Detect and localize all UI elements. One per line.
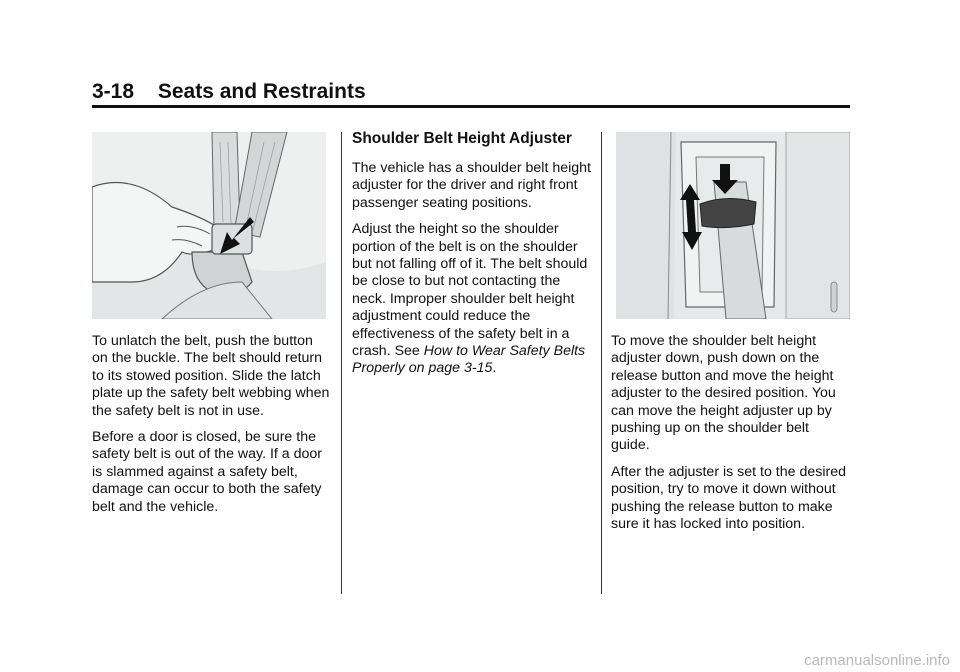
page-header (92, 80, 366, 104)
height-adjuster-illustration (616, 132, 850, 319)
paragraph-adjust-height (352, 221, 592, 378)
column-divider-left (341, 132, 342, 594)
paragraph-unlatch: To unlatch the belt, push the button on the buckle. The belt should return to its stowed position. Slide the latch plate up the safety belt webbing when the safety belt is not in use. (92, 333, 330, 419)
section-title: Seats and Restraints (157, 80, 366, 103)
section-heading: Shoulder Belt Height Adjuster (352, 130, 572, 147)
cross-reference-link[interactable]: How to Wear Safety Belts Properly on page 3-15 (352, 343, 586, 377)
column-divider-right (601, 132, 602, 594)
paragraph-lock-check: After the adjuster is set to the desired position, try to move it down without pushing the release button to make sure it has locked into position. (611, 463, 847, 533)
left-column (92, 333, 332, 525)
paragraph-door-warning: Before a door is closed, be sure the safety belt is out of the way. If a door is slammed against a safety belt, damage can occur to both the safety belt and the vehicle. (92, 429, 323, 515)
paragraph-adjuster-intro: The vehicle has a shoulder belt height adjuster for the driver and right front passenger seating positions. (352, 160, 591, 211)
page-number: 3-18 (92, 80, 135, 103)
right-column (611, 333, 851, 542)
header-rule (92, 105, 850, 108)
middle-column (352, 130, 592, 387)
paragraph-adjust-height-text: Adjust the height so the shoulder portion of the belt is on the shoulder but not falling off of it. The belt should be close to but not contacting the neck. Improper shoulder belt height adjustment could reduce the effectiveness of the safety belt in a crash. See (352, 221, 588, 360)
watermark: carmanualsonline.info (804, 652, 950, 669)
buckle-unlatch-illustration (92, 132, 326, 319)
paragraph-move-adjuster: To move the shoulder belt height adjuster down, push down on the release button and move the height adjuster to the desired position. You can move the height adjuster up by pushing up on the shoulder belt guide. (611, 333, 836, 454)
paragraph-adjust-height-end: . (492, 360, 497, 377)
